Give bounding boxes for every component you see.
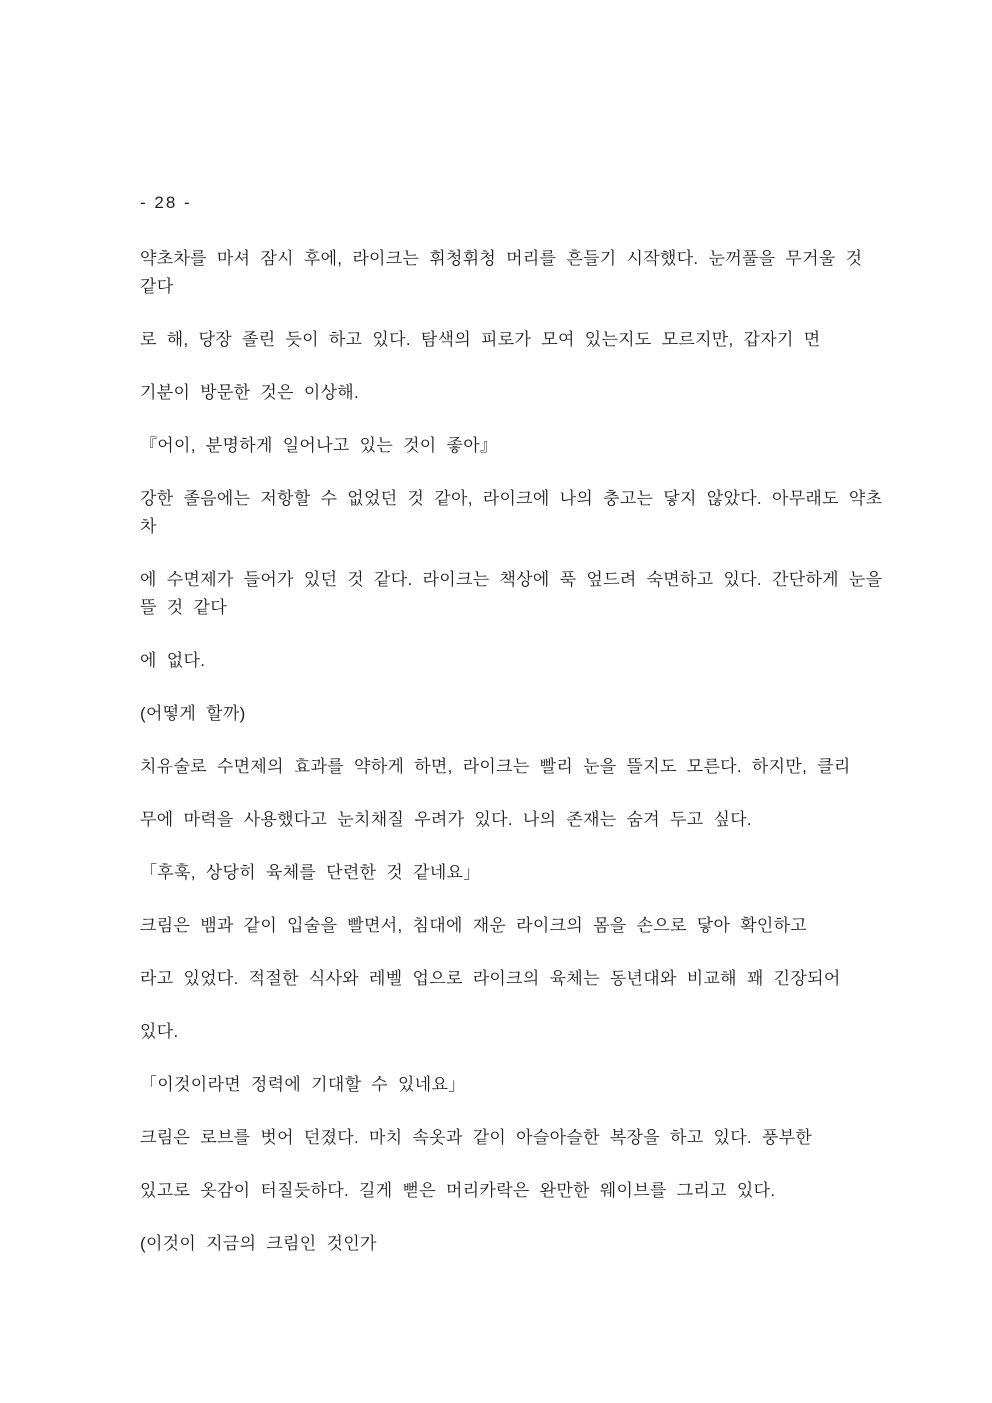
text-line: (어떻게 할까): [140, 704, 246, 723]
text-line: 약초차를 마셔 잠시 후에, 라이크는 휘청휘청 머리를 흔들기 시작했다. 눈꺼풀을 무거울 것: [140, 249, 863, 268]
text-line: 있다.: [140, 1022, 179, 1041]
text-line: 무에 마력을 사용했다고 눈치채질 우려가 있다. 나의 존재는 숨겨 두고 싶다.: [140, 810, 752, 829]
paragraph: [140, 432, 900, 460]
paragraph: [140, 806, 900, 834]
text-line: 치유술로 수면제의 효과를 약하게 하면, 라이크는 빨리 눈을 뜰지도 모른다. 하지만, 클리: [140, 757, 851, 776]
paragraph: [140, 647, 900, 675]
text-line: 있고로 옷감이 터질듯하다. 길게 뻗은 머리카락은 완만한 웨이브를 그리고 있다.: [140, 1181, 776, 1200]
paragraph: [140, 700, 900, 728]
text-line: 「이것이라면 정력에 기대할 수 있네요」: [140, 1075, 466, 1094]
paragraph: [140, 1230, 900, 1258]
text-line: 기분이 방문한 것은 이상해.: [140, 383, 360, 402]
paragraph: [140, 753, 900, 781]
paragraph: [140, 965, 900, 993]
paragraph: [140, 245, 900, 301]
text-line: 크림은 로브를 벗어 던졌다. 마치 속옷과 같이 아슬아슬한 복장을 하고 있다. 풍부한: [140, 1128, 813, 1147]
text-line: 뜰 것 같다: [140, 598, 227, 617]
paragraph: [140, 1177, 900, 1205]
page-number: - 28 -: [140, 193, 192, 212]
text-line: 차: [140, 517, 157, 536]
paragraph: [140, 379, 900, 407]
paragraph: [140, 485, 900, 541]
paragraph: [140, 326, 900, 354]
page-content: [140, 189, 900, 1283]
text-line: 에 없다.: [140, 651, 206, 670]
text-line: 강한 졸음에는 저항할 수 없었던 것 같아, 라이크에 나의 충고는 닿지 않았다. 아무래도 약초: [140, 489, 883, 508]
text-line: (이것이 지금의 크림인 것인가: [140, 1234, 377, 1253]
paragraph: [140, 1071, 900, 1099]
paragraph: [140, 1124, 900, 1152]
paragraph: [140, 1018, 900, 1046]
paragraph: [140, 566, 900, 622]
text-line: 로 해, 당장 졸린 듯이 하고 있다. 탐색의 피로가 모여 있는지도 모르지만, 갑자기 면: [140, 330, 821, 349]
text-line: 크림은 뱀과 같이 입술을 빨면서, 침대에 재운 라이크의 몸을 손으로 닿아 확인하고: [140, 916, 808, 935]
paragraph: [140, 859, 900, 887]
text-line: 같다: [140, 277, 174, 296]
text-line: 『어이, 분명하게 일어나고 있는 것이 좋아』: [140, 436, 498, 455]
text-line: 에 수면제가 들어가 있던 것 같다. 라이크는 책상에 푹 엎드려 숙면하고 있다. 간단하게 눈을: [140, 570, 883, 589]
text-line: 라고 있었다. 적절한 식사와 레벨 업으로 라이크의 육체는 동년대와 비교해 꽤 긴장되어: [140, 969, 841, 988]
paragraph: [140, 912, 900, 940]
text-line: 「후훅, 상당히 육체를 단련한 것 같네요」: [140, 863, 481, 882]
